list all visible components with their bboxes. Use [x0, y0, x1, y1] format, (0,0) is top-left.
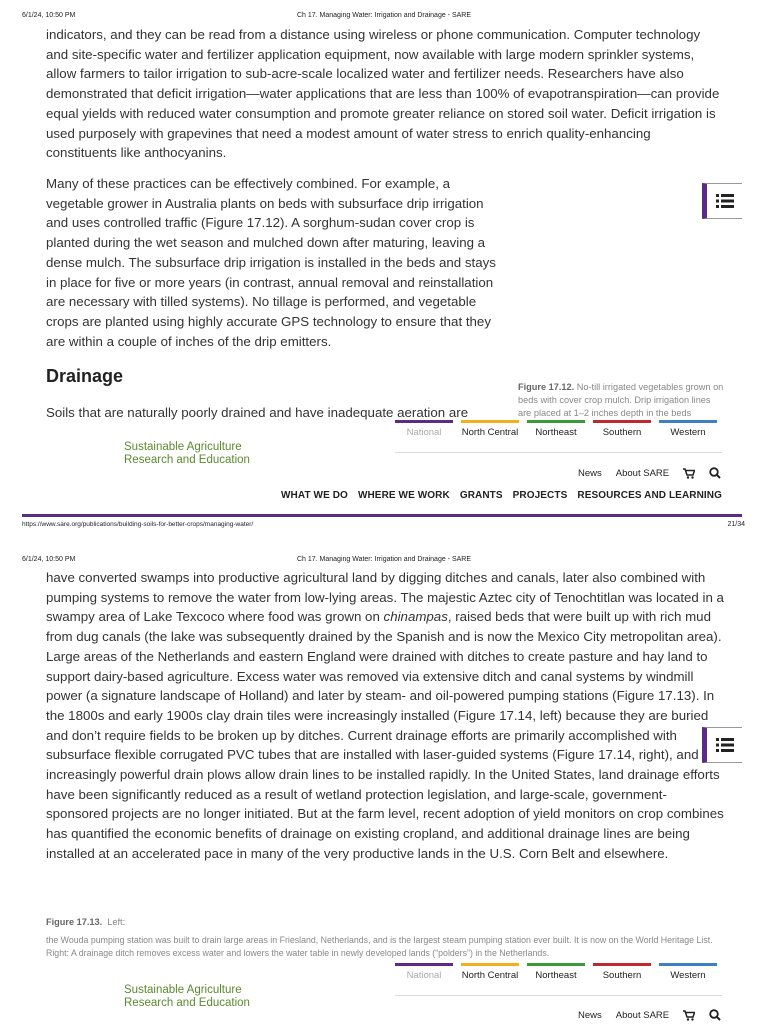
region-northeast[interactable]: Northeast — [527, 420, 585, 438]
about-link[interactable]: About SARE — [615, 467, 670, 479]
top-links — [578, 1009, 721, 1021]
cart-icon[interactable] — [683, 1010, 695, 1021]
text-run: , raised beds that were built up with rich mud from dug canals (the lake was subsequently drained by the Spanish and is now the Mexico City metropolitan area). Large areas of the Netherlands and eastern England were drained with ditches to create pasture and hay land to support dairy-based agriculture. Excess water was removed via extensive ditch and canal systems by windmill power (a signature landscape of Holland) and later by steam- and oil-powered pumping stations (Figure 17.13). In the 1800s and early 1900s clay drain tiles were increasingly installed (Figure 17.14, left) because they are buried and don’t require fields to be broken up by ditches. Current drainage efforts are primarily accomplished with subsurface flexible corrugated PVC tubes that are installed with laser-guided systems (Figure 17.14, right), and increasingly powerful drain plows allow drain lines to be installed rapidly. In the United States, land drainage efforts have been significantly reduced as a result of wetland protection legislation, and large-scale, government-sponsored projects are no longer initiated. But at the farm level, recent adoption of yield monitors on crop combines has quantified the economic benefits of drainage on existing cropland, and additional drainage lines are being installed at an accelerated pace in many of the very productive lands in the U.S. Corn Belt and elsewhere. — [46, 609, 724, 861]
top-links — [578, 467, 721, 479]
search-icon[interactable] — [709, 1009, 721, 1021]
cart-icon[interactable] — [683, 468, 695, 479]
nav-underline — [22, 514, 742, 517]
region-western[interactable]: Western — [659, 420, 717, 438]
sare-logo[interactable] — [124, 984, 250, 1010]
table-of-contents-button[interactable] — [702, 183, 742, 219]
region-western[interactable]: Western — [659, 963, 717, 981]
print-title: Ch 17. Managing Water: Irrigation and Drainage - SARE — [296, 12, 472, 19]
logo-line: Sustainable Agriculture — [124, 984, 242, 996]
nav-projects[interactable]: PROJECTS — [512, 490, 568, 501]
region-nav — [395, 963, 717, 981]
logo-line: Research and Education — [124, 454, 250, 466]
nav-grants[interactable]: GRANTS — [459, 490, 503, 501]
paragraph: Many of these practices can be effectively combined. For example, a vegetable grower in Australia plants on beds with subsurface drip irrigation and uses controlled traffic (Figure 17.12). A sorghum-sudan cover crop is planted during the wet season and mulched down after maturing, leaving a dense mulch. The subsurface drip irrigation is installed in the beds and stays in place for five or more years (in contrast, annual removal and reinstallation are necessary with tilled systems). No tillage is performed, and vegetable crops are planted using highly accurate GPS technology to ensure that they are within a couple of inches of the drip emitters. — [46, 176, 496, 349]
emphasis: chinampas — [383, 609, 448, 625]
figure-caption: the Wouda pumping station was built to drain large areas in Friesland, Netherlands, and is the largest steam pumping station ever built. It is now on the World Heritage List. Right: A drainage ditch removes excess water and lowers the water table in newly developed lands (“polders”) in the Netherlands. — [46, 935, 713, 958]
divider — [395, 452, 722, 453]
paragraph — [46, 568, 726, 864]
figure-caption-label — [46, 916, 125, 929]
nav-what-we-do[interactable]: WHAT WE DO — [281, 490, 348, 501]
print-url: https://www.sare.org/publications/building-soils-for-better-crops/managing-water/ — [22, 521, 254, 528]
search-icon[interactable] — [709, 467, 721, 479]
figure-label: Figure 17.12. — [518, 382, 575, 392]
divider — [395, 995, 722, 996]
paragraph: indicators, and they can be read from a distance using wireless or phone communication. Computer technology and site-specific water and fertilizer application equipment, now available with large modern sprinkler systems, allow farmers to tailor irrigation to sub-acre-scale localized water and fertilizer needs. Researchers have also demonstrated that deficit irrigation—water applications that are less than 100% of evapotranspiration—can provide equal yields with reduced water consumption and promote greater reliance on stored soil water. Deficit irrigation is used purposely with grapevines that need a modest amount of water stress to enrich quality-enhancing constituents like anthocyanins. — [46, 27, 720, 161]
logo-line: Sustainable Agriculture — [124, 441, 242, 453]
figure-left: Left: — [107, 917, 126, 927]
region-nav — [395, 420, 717, 438]
main-nav — [281, 490, 722, 501]
print-datetime: 6/1/24, 10:50 PM — [22, 12, 76, 19]
site-header — [0, 963, 768, 1024]
region-north-central[interactable]: North Central — [461, 963, 519, 981]
print-page-number: 21/34 — [727, 521, 745, 528]
section-heading: Drainage — [46, 366, 124, 386]
region-north-central[interactable]: North Central — [461, 420, 519, 438]
figure-text: No-till irrigated vegetables grown on beds with cover crop mulch. Drip irrigation lines are placed at 1–2 inches depth in the beds — [518, 382, 724, 418]
nav-where-we-work[interactable]: WHERE WE WORK — [357, 490, 450, 501]
news-link[interactable]: News — [578, 467, 602, 479]
nav-resources[interactable]: RESOURCES AND LEARNING — [577, 490, 722, 501]
region-northeast[interactable]: Northeast — [527, 963, 585, 981]
sare-logo[interactable] — [124, 441, 250, 467]
list-icon — [716, 194, 734, 208]
table-of-contents-button[interactable] — [702, 727, 742, 763]
site-header — [0, 420, 768, 514]
region-southern[interactable]: Southern — [593, 963, 651, 981]
region-national[interactable]: National — [395, 420, 453, 438]
about-link[interactable]: About SARE — [615, 1009, 670, 1021]
print-title: Ch 17. Managing Water: Irrigation and Drainage - SARE — [296, 556, 472, 563]
logo-line: Research and Education — [124, 997, 250, 1009]
paragraph: Soils that are naturally poorly drained and have inadequate aeration are — [46, 405, 469, 420]
figure-caption — [518, 381, 724, 423]
figure-label: Figure 17.13. — [46, 917, 103, 927]
list-icon — [716, 738, 734, 752]
news-link[interactable]: News — [578, 1009, 602, 1021]
print-datetime: 6/1/24, 10:50 PM — [22, 556, 76, 563]
text-run: have converted swamps into productive agricultural land by digging ditches and canals, later also combined with pumping systems to remove the water from low-lying areas. The majestic Aztec city of Tenochtitlan was located in a swampy area of Lake Texcoco where food was grown on — [46, 570, 724, 625]
region-southern[interactable]: Southern — [593, 420, 651, 438]
region-national[interactable]: National — [395, 963, 453, 981]
